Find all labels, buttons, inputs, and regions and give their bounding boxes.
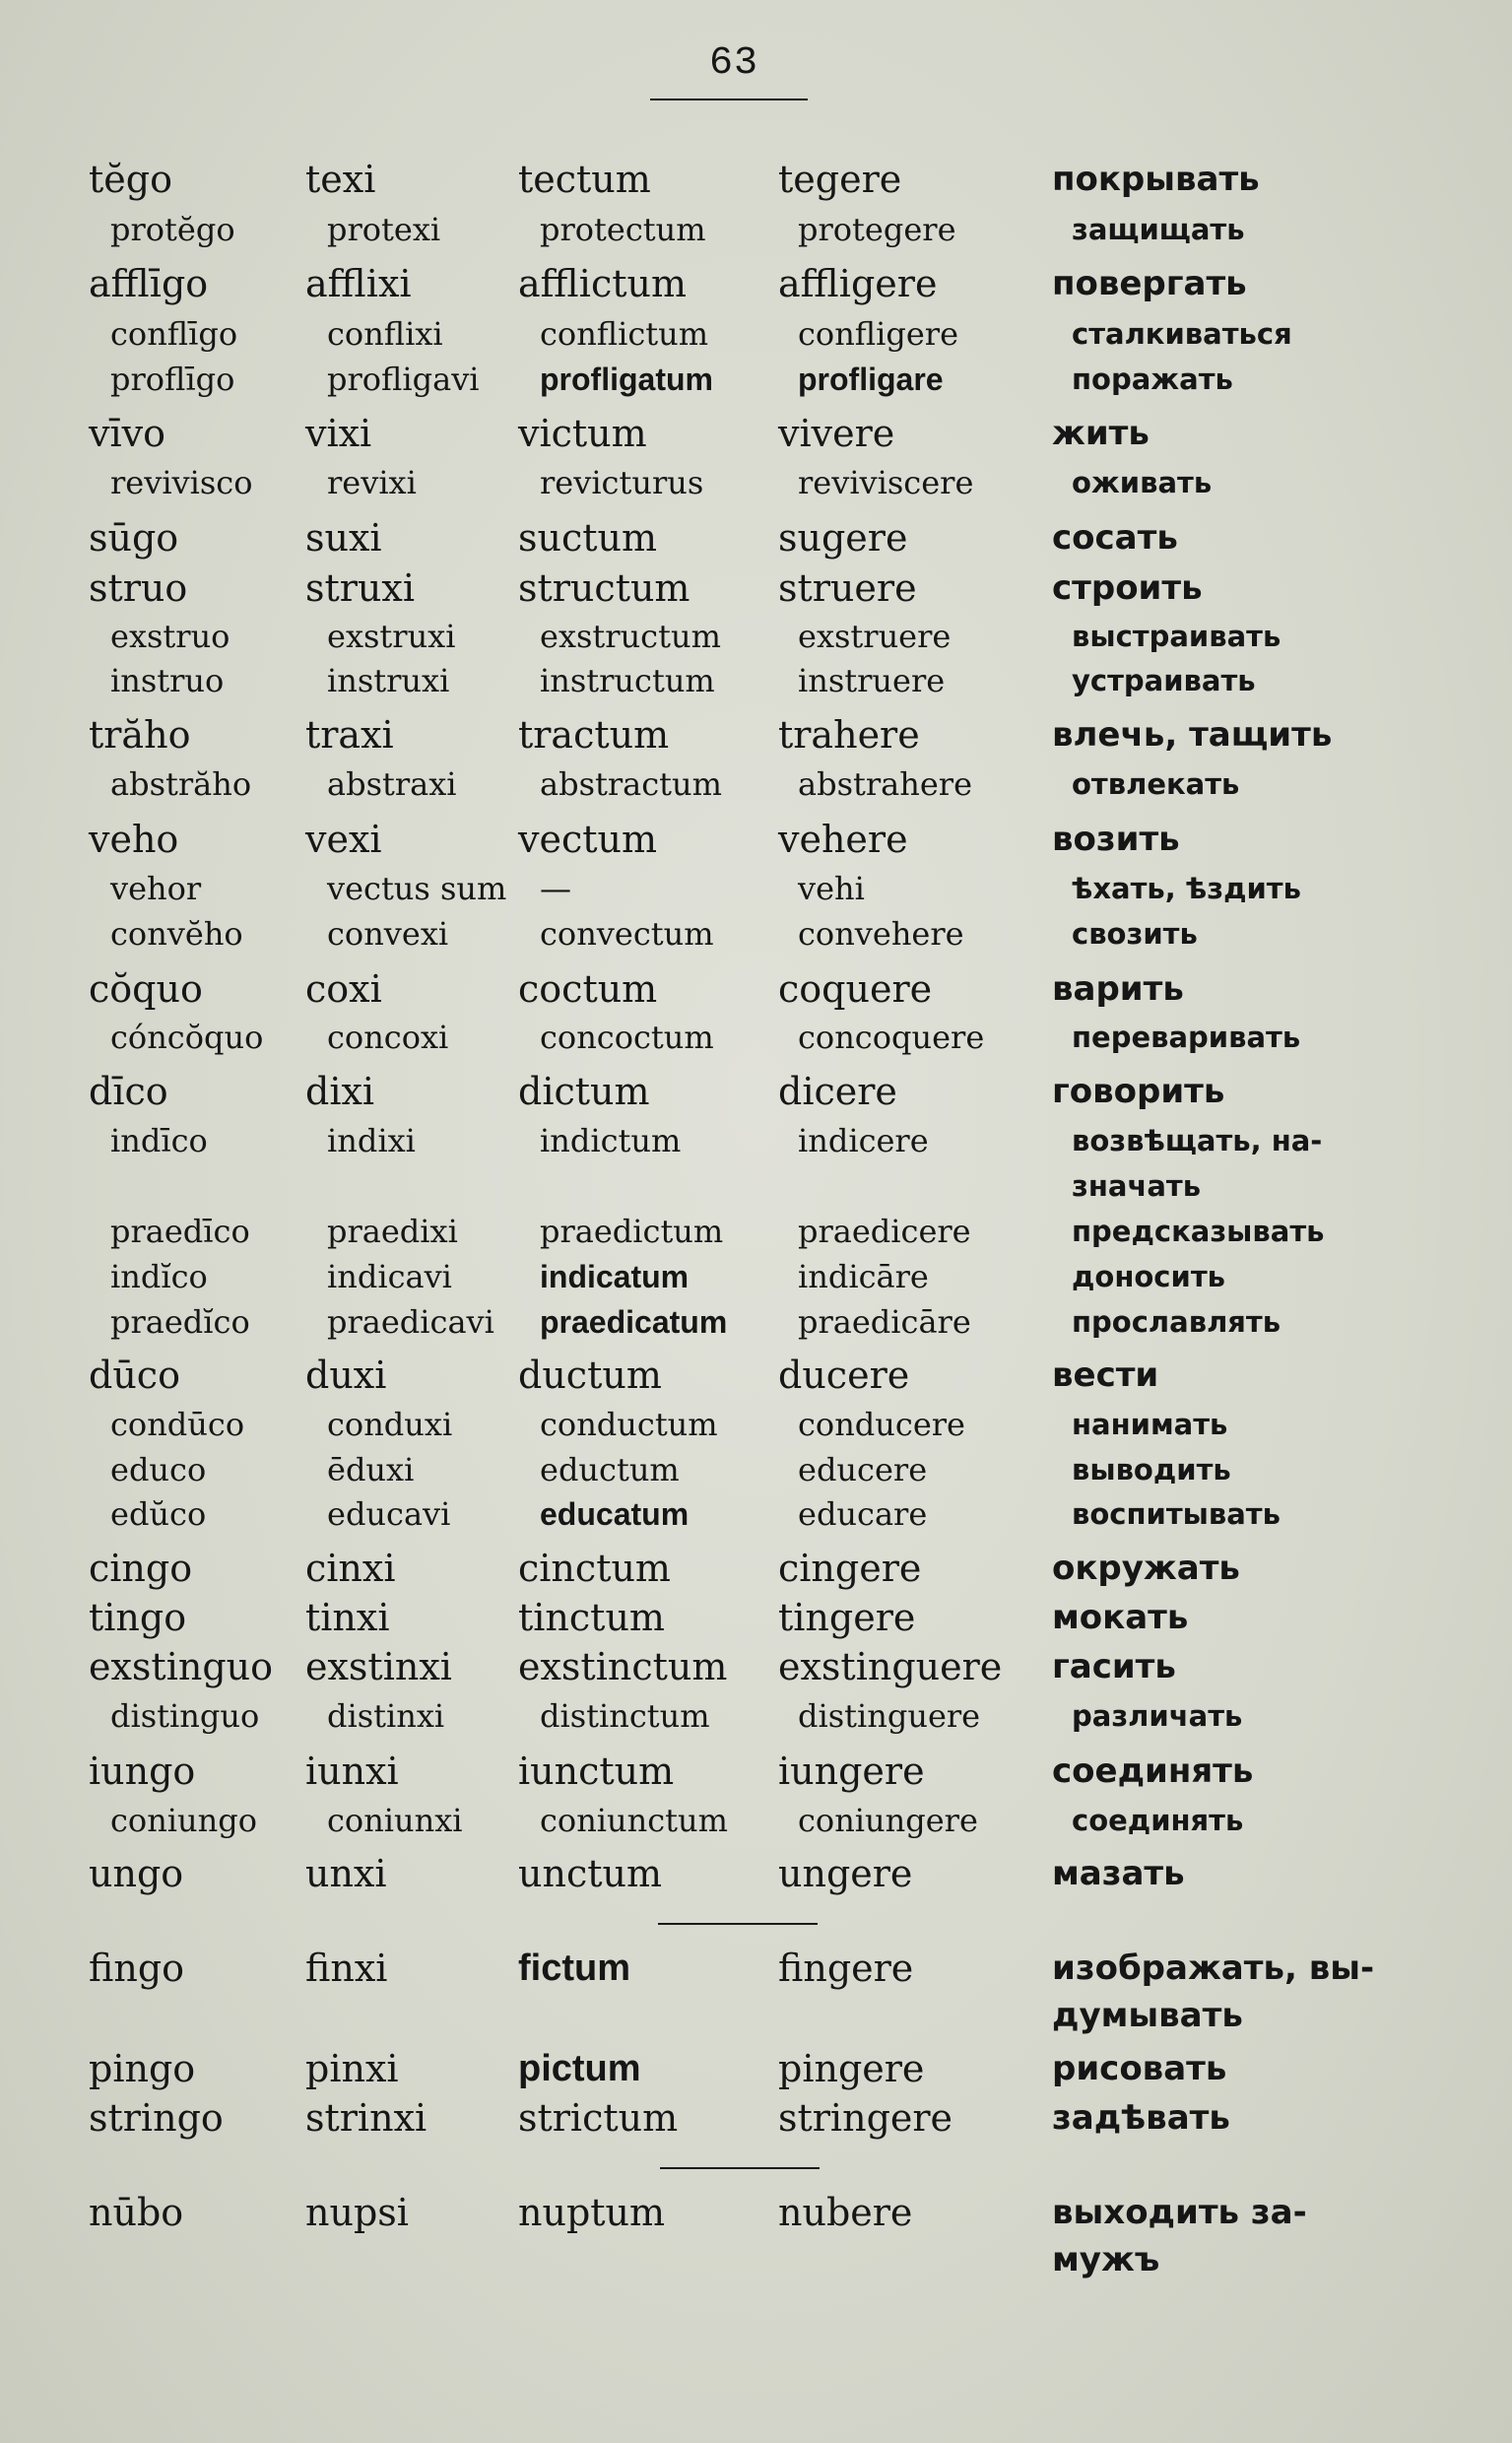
verb-supine: ductum [518,1354,662,1397]
table-row [0,1352,1512,1399]
verb-perfect: nupsi [305,2191,409,2234]
verb-supine: cinctum [518,1547,671,1590]
verb-present: praedīco [110,1213,250,1250]
verb-infinitive: instruere [798,662,946,699]
verb-infinitive: trahere [778,713,920,757]
verb-perfect: indicavi [327,1258,452,1295]
verb-infinitive: indicere [798,1122,929,1159]
table-row [0,1594,1512,1641]
verb-translation: поражать [1072,363,1233,396]
verb-present: afflīgo [89,262,209,305]
verb-translation: нанимать [1072,1408,1228,1441]
verb-present: sūgo [89,516,179,560]
verb-translation: гасить [1052,1647,1176,1686]
verb-supine: indicatum [540,1259,690,1294]
verb-perfect: vectus sum [327,870,507,907]
table-row [0,514,1512,561]
verb-translation: вести [1052,1355,1159,1395]
verb-infinitive: sugere [778,516,908,560]
verb-supine: structum [518,566,690,610]
verb-perfect: conduxi [327,1406,453,1443]
verb-supine: tinctum [518,1596,665,1639]
verb-supine: revicturus [540,464,704,501]
table-row [0,206,1512,253]
verb-present: exstruo [110,618,230,655]
verb-infinitive: protegere [798,211,956,248]
verb-supine: unctum [518,1852,663,1895]
verb-supine: exstructum [540,618,721,655]
verb-translation: окружать [1052,1549,1240,1588]
verb-infinitive: coquere [778,967,933,1011]
table-row [0,2236,1512,2283]
verb-supine: educatum [540,1496,690,1532]
verb-translation: различать [1072,1699,1243,1733]
table-row [0,711,1512,759]
table-row [0,1298,1512,1346]
verb-infinitive: profligare [798,362,944,397]
verb-infinitive: concoquere [798,1019,985,1056]
verb-perfect: educavi [327,1495,451,1533]
table-row [0,310,1512,358]
section-divider [658,1923,818,1925]
verb-infinitive: tingere [778,1596,916,1639]
table-row [0,1992,1512,2039]
verb-present: instruo [110,662,225,699]
table-row [0,2045,1512,2092]
verb-infinitive: fingere [778,1947,914,1990]
verb-perfect: instruxi [327,662,450,699]
verb-translation: возить [1052,820,1180,859]
verb-supine: victum [518,412,647,455]
table-row [0,1117,1512,1164]
verb-present: cŏquo [89,967,203,1011]
verb-present: exstinguo [89,1645,273,1688]
section-divider [660,2167,820,2169]
verb-present: conflīgo [110,315,238,353]
verb-present: iungo [89,1750,196,1793]
verb-perfect: exstinxi [305,1645,452,1688]
verb-perfect: vexi [305,818,382,861]
verb-perfect: exstruxi [327,618,456,655]
verb-translation: устраивать [1072,664,1256,697]
verb-present: praedĭco [110,1303,250,1341]
verb-infinitive: distinguere [798,1697,981,1735]
verb-perfect: strinxi [305,2096,427,2140]
verb-supine: coctum [518,967,658,1011]
verb-infinitive: stringere [778,2096,953,2140]
verb-perfect: finxi [305,1947,388,1990]
verb-perfect: abstraxi [327,765,457,803]
verb-supine: protectum [540,211,706,248]
verb-perfect: praedicavi [327,1303,494,1341]
verb-infinitive: nubere [778,2191,913,2234]
verb-perfect: profligavi [327,361,480,398]
verb-supine: instructum [540,662,715,699]
verb-translation: сосать [1052,518,1178,558]
verb-perfect: coxi [305,967,382,1011]
verb-present: abstrăho [110,765,252,803]
verb-supine: profligatum [540,362,713,397]
verb-translation: выстраивать [1072,620,1282,653]
verb-supine: suctum [518,516,658,560]
verb-infinitive: exstinguere [778,1645,1003,1688]
verb-translation: воспитывать [1072,1497,1281,1531]
verb-translation: ѣхать, ѣздить [1072,872,1301,905]
verb-present: protĕgo [110,211,235,248]
verb-translation: думывать [1052,1996,1243,2035]
verb-perfect: traxi [305,713,394,757]
verb-translation: варить [1052,969,1184,1009]
table-row [0,1208,1512,1255]
verb-translation: значать [1072,1169,1202,1203]
verb-translation: соединять [1072,1804,1244,1837]
verb-present: condūco [110,1406,245,1443]
verb-supine: vectum [518,818,658,861]
verb-translation: влечь, тащить [1052,715,1333,755]
verb-translation: свозить [1072,917,1198,951]
verb-infinitive: indicāre [798,1258,929,1295]
verb-supine: afflictum [518,262,688,305]
table-row [0,816,1512,863]
verb-infinitive: cingere [778,1547,922,1590]
verb-present: vehor [110,870,202,907]
verb-infinitive: vehi [798,870,865,907]
verb-infinitive: praedicere [798,1213,971,1250]
verb-supine: tractum [518,713,670,757]
table-row [0,260,1512,307]
verb-infinitive: ducere [778,1354,910,1397]
verb-infinitive: convehere [798,915,964,953]
table-row [0,1068,1512,1115]
verb-infinitive: ungere [778,1852,913,1895]
verb-perfect: struxi [305,566,415,610]
verb-translation: говорить [1052,1072,1225,1111]
table-row [0,1401,1512,1448]
verb-present: indīco [110,1122,208,1159]
verb-translation: изображать, вы- [1052,1948,1375,1988]
verb-infinitive: coniungere [798,1802,978,1839]
verb-supine: praedicatum [540,1304,728,1340]
verb-translation: мокать [1052,1598,1189,1637]
verb-infinitive: iungere [778,1750,925,1793]
verb-supine: conductum [540,1406,718,1443]
verb-translation: мужъ [1052,2240,1160,2279]
verb-present: tingo [89,1596,187,1639]
table-row [0,410,1512,457]
verb-infinitive: abstrahere [798,765,972,803]
verb-supine: eductum [540,1451,680,1488]
verb-infinitive: conducere [798,1406,965,1443]
verb-perfect: conflixi [327,315,443,353]
verb-infinitive: affligere [778,262,938,305]
verb-infinitive: educere [798,1451,928,1488]
table-row [0,657,1512,704]
verb-translation: повергать [1052,264,1247,303]
verb-present: cingo [89,1547,193,1590]
verb-supine: abstractum [540,765,722,803]
verb-supine: tectum [518,158,651,201]
verb-perfect: praedixi [327,1213,458,1250]
verb-present: indĭco [110,1258,208,1295]
verb-supine: distinctum [540,1697,710,1735]
table-row [0,760,1512,808]
table-row [0,1797,1512,1844]
verb-infinitive: reviviscere [798,464,974,501]
table-row [0,1490,1512,1538]
verb-perfect: dixi [305,1070,375,1113]
verb-present: trăho [89,713,191,757]
verb-translation: прославлять [1072,1305,1282,1339]
verb-perfect: unxi [305,1852,387,1895]
verb-perfect: tinxi [305,1596,390,1639]
verb-present: educo [110,1451,207,1488]
header-rule [650,99,808,100]
verb-translation: задѣвать [1052,2098,1230,2138]
page-number: 63 [708,41,758,86]
table-row [0,910,1512,957]
verb-supine: strictum [518,2096,679,2140]
verb-translation: сталкиваться [1072,317,1292,351]
verb-perfect: pinxi [305,2047,399,2090]
verb-infinitive: educare [798,1495,928,1533]
verb-translation: выводить [1072,1453,1231,1486]
verb-supine: coniunctum [540,1802,728,1839]
table-row [0,613,1512,660]
verb-present: fingo [89,1947,185,1990]
verb-supine: nuptum [518,2191,666,2234]
verb-perfect: indixi [327,1122,416,1159]
verb-supine: iunctum [518,1750,675,1793]
verb-infinitive: pingere [778,2047,925,2090]
verb-translation: доносить [1072,1260,1225,1293]
verb-supine: concoctum [540,1019,714,1056]
table-row [0,1748,1512,1795]
verb-present: struo [89,566,188,610]
verb-supine: pictum [518,2048,641,2089]
table-row [0,1253,1512,1300]
verb-translation: жить [1052,414,1150,453]
verb-translation: мазать [1052,1854,1185,1893]
table-row [0,1945,1512,1992]
table-row [0,1162,1512,1210]
verb-supine: — [540,870,571,907]
table-row [0,564,1512,612]
verb-present: veho [89,818,179,861]
verb-translation: защищать [1072,213,1245,246]
verb-present: edŭco [110,1495,207,1533]
table-row [0,356,1512,403]
verb-present: cóncŏquo [110,1019,264,1056]
verb-translation: строить [1052,568,1203,608]
verb-infinitive: struere [778,566,917,610]
verb-translation: возвѣщать, на- [1072,1124,1323,1157]
table-row [0,2189,1512,2236]
verb-perfect: vixi [305,412,372,455]
verb-translation: рисовать [1052,2049,1227,2088]
verb-perfect: texi [305,158,376,201]
verb-present: distinguo [110,1697,260,1735]
table-row [0,459,1512,506]
verb-perfect: coniunxi [327,1802,463,1839]
verb-infinitive: vivere [778,412,895,455]
table-row [0,965,1512,1013]
verb-supine: conflictum [540,315,709,353]
table-row [0,865,1512,912]
verb-perfect: iunxi [305,1750,399,1793]
table-row [0,1545,1512,1592]
verb-translation: предсказывать [1072,1215,1325,1248]
verb-infinitive: exstruere [798,618,952,655]
verb-present: stringo [89,2096,224,2140]
verb-infinitive: tegere [778,158,902,201]
verb-perfect: distinxi [327,1697,445,1735]
verb-supine: convectum [540,915,714,953]
verb-translation: покрывать [1052,160,1260,199]
verb-present: revivisco [110,464,253,501]
verb-perfect: concoxi [327,1019,449,1056]
verb-present: ungo [89,1852,184,1895]
verb-present: nūbo [89,2191,184,2234]
verb-present: convĕho [110,915,243,953]
verb-perfect: revixi [327,464,417,501]
table-row [0,156,1512,203]
verb-infinitive: praedicāre [798,1303,971,1341]
verb-present: dīco [89,1070,168,1113]
verb-supine: indictum [540,1122,682,1159]
verb-supine: exstinctum [518,1645,728,1688]
table-row [0,2094,1512,2142]
verb-present: proflīgo [110,361,235,398]
verb-translation: переваривать [1072,1021,1301,1054]
verb-translation: отвлекать [1072,767,1240,801]
table-row [0,1850,1512,1897]
verb-supine: fictum [518,1948,630,1989]
verb-infinitive: dicere [778,1070,897,1113]
verb-translation: выходить за- [1052,2193,1307,2232]
verb-present: coniungo [110,1802,257,1839]
verb-perfect: protexi [327,211,441,248]
verb-supine: dictum [518,1070,650,1113]
verb-supine: praedictum [540,1213,724,1250]
table-row [0,1643,1512,1690]
verb-perfect: ēduxi [327,1451,415,1488]
verb-present: dūco [89,1354,180,1397]
verb-translation: оживать [1072,466,1213,499]
verb-infinitive: confligere [798,315,959,353]
table-row [0,1446,1512,1493]
verb-perfect: afflixi [305,262,412,305]
verb-translation: соединять [1052,1751,1254,1791]
verb-infinitive: vehere [778,818,908,861]
verb-perfect: duxi [305,1354,387,1397]
verb-present: tĕgo [89,158,172,201]
verb-perfect: cinxi [305,1547,396,1590]
verb-perfect: convexi [327,915,449,953]
table-row [0,1014,1512,1061]
verb-present: vīvo [89,412,165,455]
table-row [0,1692,1512,1740]
verb-perfect: suxi [305,516,382,560]
verb-present: pingo [89,2047,196,2090]
